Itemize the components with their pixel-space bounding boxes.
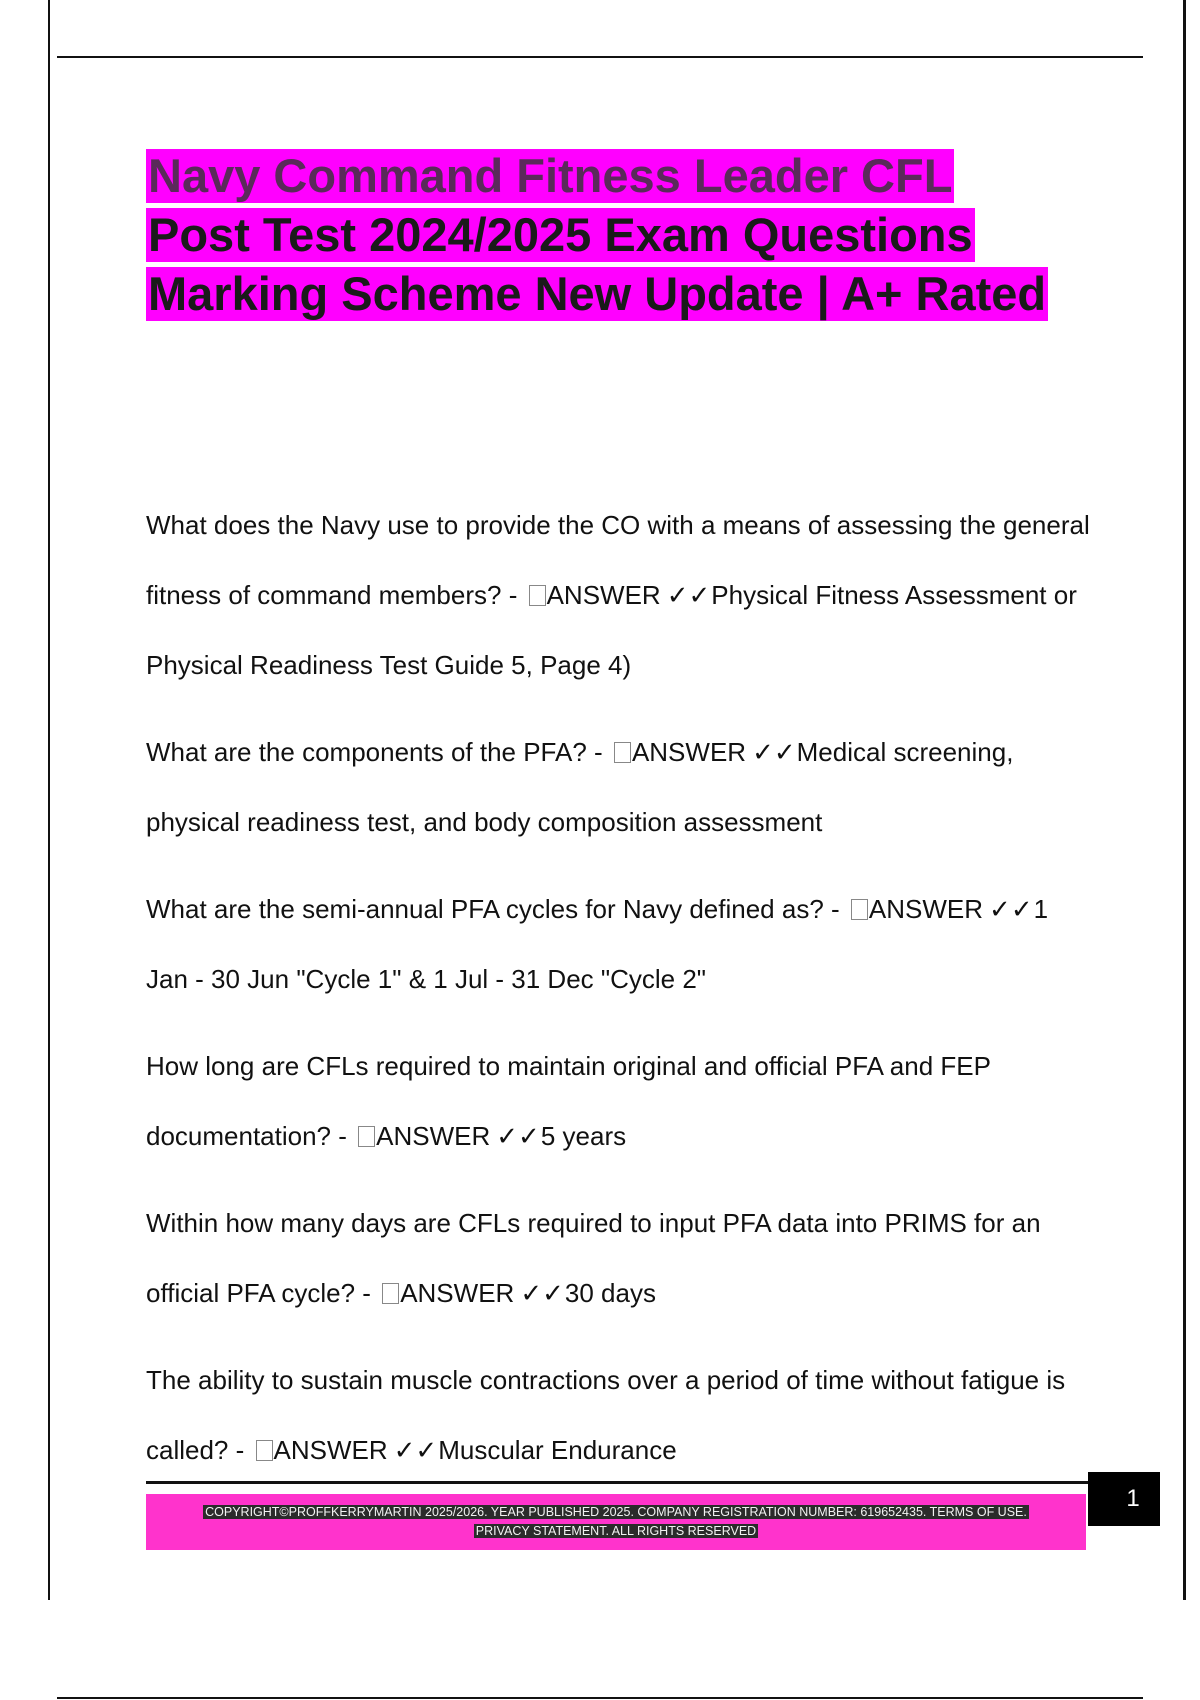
question-text: What are the semi-annual PFA cycles for Navy defined as? - bbox=[146, 894, 840, 924]
answer-box-icon bbox=[256, 1440, 273, 1461]
page-number: 1 bbox=[1126, 1485, 1140, 1512]
double-check-icon: ✓✓ bbox=[666, 580, 711, 610]
copyright-footer bbox=[146, 1494, 1086, 1550]
answer-label: ANSWER bbox=[546, 580, 661, 610]
title-line-3: Marking Scheme New Update | A+ Rated bbox=[148, 267, 1047, 320]
page-border-right bbox=[1183, 0, 1186, 1600]
qa-item bbox=[146, 490, 1096, 700]
answer-label: ANSWER bbox=[868, 894, 984, 924]
answer-box-icon bbox=[614, 742, 631, 763]
answer-box-icon bbox=[358, 1126, 375, 1147]
header-rule bbox=[57, 56, 1143, 58]
qa-item bbox=[146, 1345, 1096, 1485]
page-border-left bbox=[48, 0, 50, 1600]
qa-item bbox=[146, 874, 1096, 1014]
qa-item bbox=[146, 1188, 1096, 1328]
question-text: What does the Navy use to provide the CO with a means of assessing the general fitness of command members? - bbox=[146, 510, 1090, 610]
next-page-rule bbox=[57, 1697, 1143, 1699]
answer-text: Muscular Endurance bbox=[438, 1435, 677, 1465]
answer-text: Medical screening, physical readiness test, and body composition assessment bbox=[146, 737, 1014, 837]
answer-text: Physical Fitness Assessment or Physical Readiness Test Guide 5, Page 4) bbox=[146, 580, 1077, 680]
double-check-icon: ✓✓ bbox=[496, 1121, 540, 1151]
double-check-icon: ✓✓ bbox=[989, 894, 1033, 924]
footer-copyright-line: COPYRIGHT©PROFFKERRYMARTIN 2025/2026. YEAR PUBLISHED 2025. COMPANY REGISTRATION NUMBER: 619652435. TERMS OF USE. bbox=[205, 1505, 1027, 1519]
answer-text: 5 years bbox=[540, 1121, 627, 1151]
title-line-1: Navy Command Fitness Leader CFL bbox=[148, 149, 953, 202]
answer-box-icon bbox=[529, 585, 546, 606]
answer-box-icon bbox=[851, 899, 868, 920]
qa-item bbox=[146, 1031, 1096, 1171]
double-check-icon: ✓✓ bbox=[752, 737, 796, 767]
answer-label: ANSWER bbox=[400, 1278, 515, 1308]
double-check-icon: ✓✓ bbox=[393, 1435, 438, 1465]
title-line-2: Post Test 2024/2025 Exam Questions bbox=[148, 208, 973, 261]
footer-privacy-line: PRIVACY STATEMENT. ALL RIGHTS RESERVED bbox=[475, 1524, 757, 1538]
answer-label: ANSWER bbox=[273, 1435, 388, 1465]
answer-box-icon bbox=[382, 1283, 399, 1304]
qa-item bbox=[146, 717, 1096, 857]
question-text: How long are CFLs required to maintain original and official PFA and FEP documentation? - bbox=[146, 1051, 991, 1151]
answer-label: ANSWER bbox=[631, 737, 747, 767]
footer-rule bbox=[146, 1481, 1090, 1484]
page-number-box bbox=[1088, 1472, 1160, 1526]
answer-label: ANSWER bbox=[376, 1121, 491, 1151]
double-check-icon: ✓✓ bbox=[520, 1278, 564, 1308]
answer-text: 1 Jan - 30 Jun "Cycle 1" & 1 Jul - 31 Dec "Cycle 2" bbox=[146, 894, 1049, 994]
question-text: The ability to sustain muscle contractions over a period of time without fatigue is called? - bbox=[146, 1365, 1066, 1465]
answer-text: 30 days bbox=[564, 1278, 656, 1308]
document-title bbox=[146, 146, 1106, 323]
question-list bbox=[146, 490, 1096, 1502]
question-text: What are the components of the PFA? - bbox=[146, 737, 603, 767]
question-text: Within how many days are CFLs required to input PFA data into PRIMS for an official PFA cycle? - bbox=[146, 1208, 1041, 1308]
